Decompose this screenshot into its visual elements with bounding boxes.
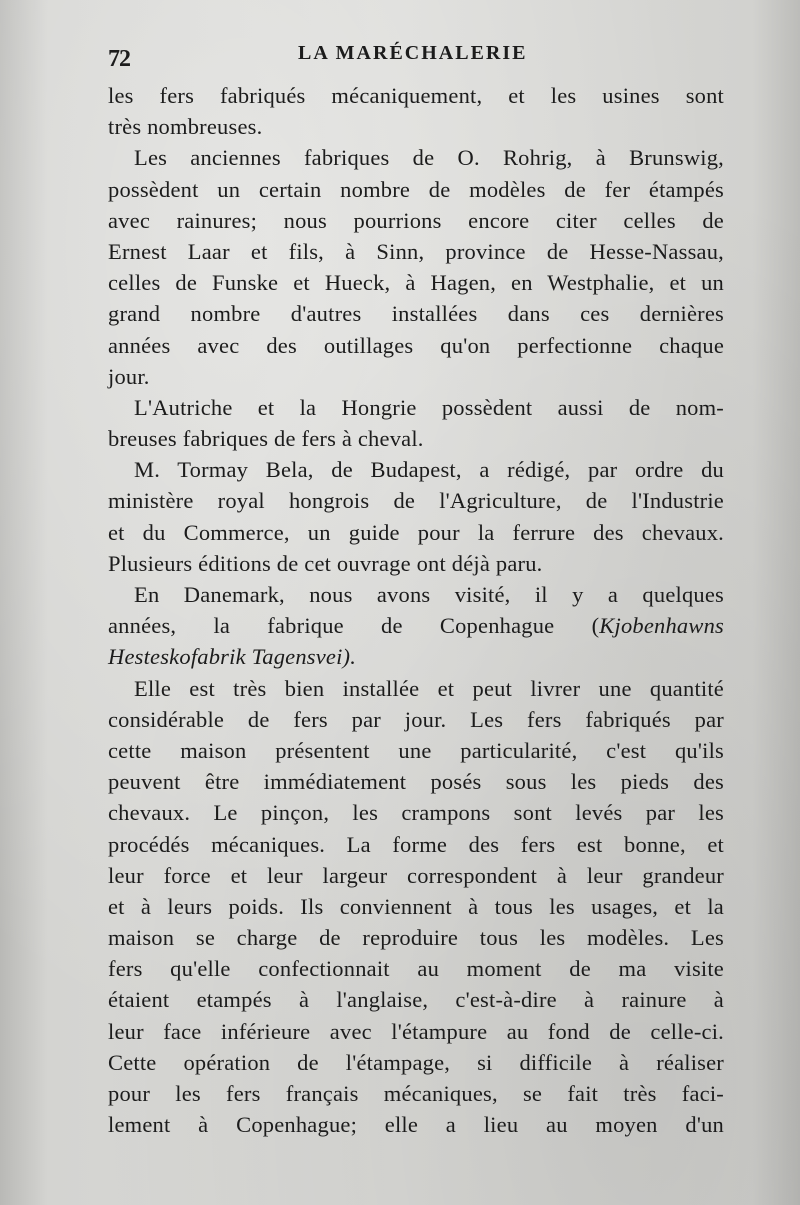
- text-line: procédés mécaniques. La forme des fers est bonne, et: [108, 831, 724, 857]
- text-line: cette maison présentent une particularité, c'est qu'ils: [108, 737, 724, 763]
- text-line: peuvent être immédiatement posés sous les pieds des: [108, 769, 724, 795]
- text-line: leur force et leur largeur correspondent à leur grandeur: [108, 862, 724, 888]
- text-line: et du Commerce, un guide pour la ferrure des chevaux.: [108, 519, 724, 545]
- text-line: Ernest Laar et fils, à Sinn, province de Hesse-Nassau,: [108, 238, 724, 264]
- text-line: les fers fabriqués mécaniquement, et les usines sont: [108, 83, 724, 108]
- text-line: Les anciennes fabriques de O. Rohrig, à Brunswig,: [134, 145, 724, 171]
- text-line: très nombreuses.: [108, 114, 263, 140]
- text-line: Hesteskofabrik Tagensvei).: [108, 644, 357, 670]
- text-line: ministère royal hongrois de l'Agriculture, de l'Industrie: [108, 488, 724, 514]
- text-line: En Danemark, nous avons visité, il y a quelques: [134, 582, 724, 607]
- text-line: L'Autriche et la Hongrie possèdent aussi de nom-: [134, 394, 724, 420]
- running-title: LA MARÉCHALERIE: [298, 42, 528, 64]
- text-line: pour les fers français mécaniques, se fait très faci-: [108, 1081, 724, 1106]
- text-line: celles de Funske et Hueck, à Hagen, en Westphalie, et un: [108, 270, 724, 296]
- text-line: M. Tormay Bela, de Budapest, a rédigé, par ordre du: [134, 457, 724, 483]
- text-line: considérable de fers par jour. Les fers fabriqués par: [108, 706, 724, 732]
- text-line: lement à Copenhague; elle a lieu au moyen d'un: [108, 1112, 724, 1138]
- text-line: années, la fabrique de Copenhague (Kjobenhawns: [108, 613, 724, 639]
- text-line: et à leurs poids. Ils conviennent à tous les usages, et la: [108, 893, 724, 919]
- text-line: breuses fabriques de fers à cheval.: [108, 426, 424, 452]
- text-line: chevaux. Le pinçon, les crampons sont levés par les: [108, 800, 724, 826]
- text-line: maison se charge de reproduire tous les modèles. Les: [108, 925, 724, 951]
- text-line: Plusieurs éditions de cet ouvrage ont déjà paru.: [108, 550, 543, 576]
- text-line: possèdent un certain nombre de modèles de fer étampés: [108, 176, 724, 202]
- text-line: étaient etampés à l'anglaise, c'est-à-dire à rainure à: [108, 987, 724, 1013]
- text-line: avec rainures; nous pourrions encore citer celles de: [108, 207, 724, 233]
- page-number: 72: [108, 46, 130, 72]
- text-line: leur face inférieure avec l'étampure au fond de celle-ci.: [108, 1018, 724, 1044]
- text-line: jour.: [108, 363, 150, 389]
- text-line: Elle est très bien installée et peut livrer une quantité: [134, 675, 724, 701]
- text-line: grand nombre d'autres installées dans ces dernières: [108, 301, 724, 327]
- text-line: années avec des outillages qu'on perfectionne chaque: [108, 332, 724, 358]
- text-line: fers qu'elle confectionnait au moment de ma visite: [108, 956, 724, 982]
- body-text: [108, 80, 724, 1140]
- text-line: Cette opération de l'étampage, si difficile à réaliser: [108, 1049, 724, 1075]
- page-header: [108, 40, 728, 74]
